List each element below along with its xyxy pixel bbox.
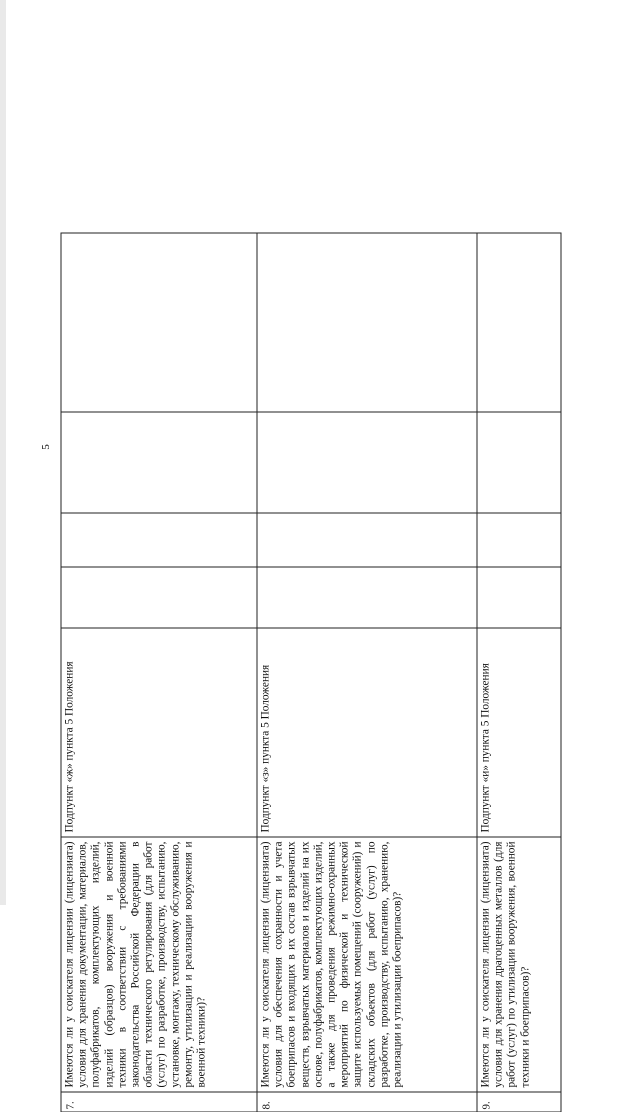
- answer-cell-yes: [61, 567, 257, 628]
- answer-cell-yes: [257, 567, 477, 628]
- question-cell: Имеются ли у соискателя лицензии (лицензиата) условия для обеспечения сохранности и учета боеприпасов и входящих в их состав взрывчатых веществ, взрывчатых материалов и изделий на их основе, полуфабрикатов, комплектующих изделий, а также для проведения режимно-охранных мероприятий по физической и технической защите используемых помещений (сооружений) и складских объектов (для работ (услуг) по разработке, производству, испытанию, хранению, реализации и утилизации боеприпасов)?: [257, 837, 477, 1092]
- notes-cell: [477, 233, 561, 412]
- answer-cell-na: [257, 412, 477, 513]
- answer-cell-no: [257, 513, 477, 567]
- answer-cell-no: [477, 513, 561, 567]
- answer-cell-na: [61, 412, 257, 513]
- table-row: [257, 233, 477, 1112]
- reference-cell: Подпункт «и» пункта 5 Положения: [477, 628, 561, 837]
- scan-edge-left: [0, 0, 6, 905]
- table-row: [61, 233, 257, 1112]
- checklist-table: [60, 232, 561, 1112]
- row-number: 9.: [477, 1092, 561, 1112]
- page-number: 5: [40, 444, 52, 450]
- notes-cell: [61, 233, 257, 412]
- row-number: 7.: [61, 1092, 257, 1112]
- table-row: [477, 233, 561, 1112]
- checklist-table-rotated: [60, 263, 560, 1112]
- answer-cell-yes: [477, 567, 561, 628]
- question-cell: Имеются ли у соискателя лицензии (лицензиата) условия для хранения документации, материалов, полуфабрикатов, комплектующих изделий, изделий (образцов) вооружения и военной техники в соответствии с требованиями законодательства Российской Федерации в области технического регулирования (для работ (услуг) по разработке, производству, испытанию, установке, монтажу, техническому обслуживанию, ремонту, утилизации и реализации вооружения и военной техники)?: [61, 837, 257, 1092]
- row-number: 8.: [257, 1092, 477, 1112]
- reference-cell: Подпункт «ж» пункта 5 Положения: [61, 628, 257, 837]
- question-cell: Имеются ли у соискателя лицензии (лицензиата) условия для хранения драгоценных металлов (для работ (услуг) по утилизации вооружения, военной техники и боеприпасов)?: [477, 837, 561, 1092]
- answer-cell-na: [477, 412, 561, 513]
- reference-cell: Подпункт «з» пункта 5 Положения: [257, 628, 477, 837]
- notes-cell: [257, 233, 477, 412]
- answer-cell-no: [61, 513, 257, 567]
